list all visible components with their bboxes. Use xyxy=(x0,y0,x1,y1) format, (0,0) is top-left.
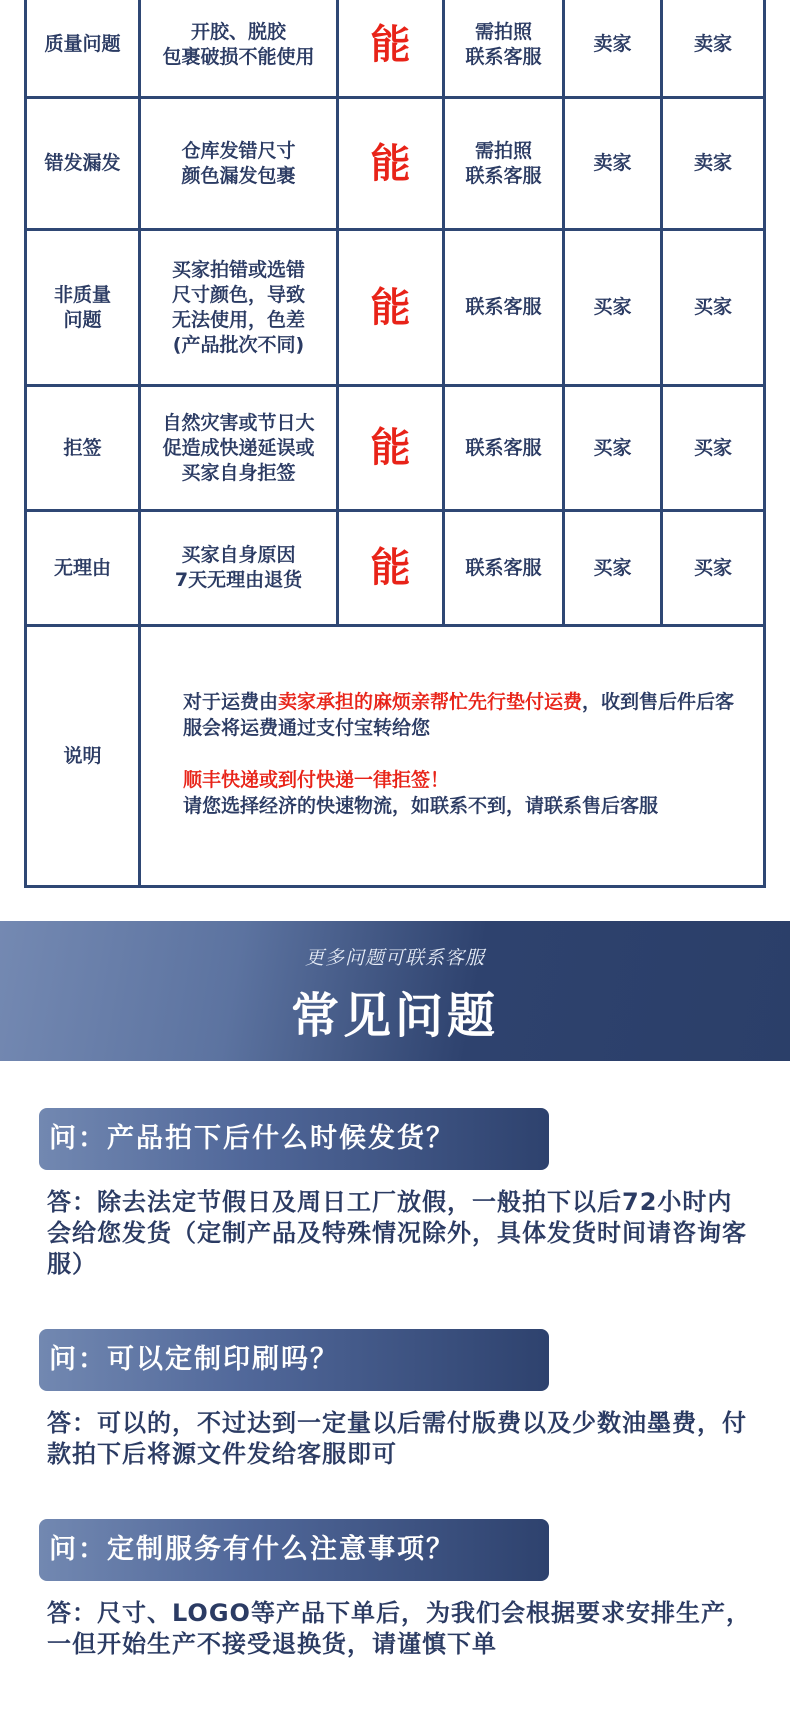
note-paragraph-shipping: 对于运费由卖家承担的麻烦亲帮忙先行垫付运费，收到售后件后客服会将运费通过支付宝转给您 xyxy=(183,691,735,739)
returnable-cell: 能 xyxy=(339,0,445,96)
description-cell: 仓库发错尺寸 颜色漏发包裹 xyxy=(141,99,339,228)
table-row xyxy=(27,512,763,627)
reason-cell: 非质量 问题 xyxy=(27,231,141,384)
table-row xyxy=(27,99,763,231)
faq-question: 问：定制服务有什么注意事项？ xyxy=(39,1519,549,1581)
action-cell: 联系客服 xyxy=(445,231,565,384)
table-row xyxy=(27,387,763,512)
description-cell: 买家拍错或选错 尺寸颜色，导致 无法使用，色差 (产品批次不同) xyxy=(141,231,339,384)
description-cell: 自然灾害或节日大 促造成快递延误或 买家自身拒签 xyxy=(141,387,339,509)
faq-banner xyxy=(0,921,790,1061)
payer-cell: 卖家 xyxy=(565,99,663,228)
return-policy-table xyxy=(24,0,766,888)
payer-cell: 卖家 xyxy=(565,0,663,96)
note-label: 说明 xyxy=(27,627,141,885)
reason-cell: 无理由 xyxy=(27,512,141,624)
table-note-row xyxy=(27,627,763,885)
banner-subtitle: 更多问题可联系客服 xyxy=(304,947,485,969)
returnable-cell: 能 xyxy=(339,387,445,509)
faq-answer: 答：除去法定节假日及周日工厂放假，一般拍下以后72小时内会给您发货（定制产品及特殊情况除外，具体发货时间请咨询客服） xyxy=(47,1188,747,1278)
description-cell: 买家自身原因 7天无理由退货 xyxy=(141,512,339,624)
action-cell: 联系客服 xyxy=(445,512,565,624)
note-text xyxy=(141,627,763,885)
faq-answer: 答：可以的，不过达到一定量以后需付版费以及少数油墨费，付款拍下后将源文件发给客服即可 xyxy=(47,1409,747,1468)
reason-cell: 质量问题 xyxy=(27,0,141,96)
payer-cell: 买家 xyxy=(693,296,732,318)
payer-cell: 买家 xyxy=(565,231,663,384)
description-cell: 开胶、脱胶 包裹破损不能使用 xyxy=(141,0,339,96)
payer-cell: 买家 xyxy=(565,387,663,509)
note-paragraph-refuse: 顺丰快递或到付快递一律拒签！ 请您选择经济的快速物流，如联系不到，请联系售后客服 xyxy=(183,769,659,817)
payer-cell: 卖家 xyxy=(693,33,732,55)
banner-title: 常见问题 xyxy=(290,988,499,1044)
table-row xyxy=(27,0,763,99)
returnable-cell: 能 xyxy=(339,512,445,624)
returnable-cell: 能 xyxy=(339,99,445,228)
action-cell: 需拍照 联系客服 xyxy=(445,0,565,96)
payer-cell: 卖家 xyxy=(693,152,732,174)
returnable-cell: 能 xyxy=(339,231,445,384)
action-cell: 需拍照 联系客服 xyxy=(445,99,565,228)
table-row xyxy=(27,231,763,387)
action-cell: 联系客服 xyxy=(445,387,565,509)
faq-question: 问：产品拍下后什么时候发货？ xyxy=(39,1108,549,1170)
faq-question: 问：可以定制印刷吗？ xyxy=(39,1329,549,1391)
payer-cell: 买家 xyxy=(693,556,732,579)
payer-cell: 买家 xyxy=(565,512,663,624)
payer-cell: 买家 xyxy=(693,436,732,459)
reason-cell: 错发漏发 xyxy=(27,99,141,228)
reason-cell: 拒签 xyxy=(27,387,141,509)
faq-answer: 答：尺寸、LOGO等产品下单后，为我们会根据要求安排生产，一但开始生产不接受退换货，请谨慎下单 xyxy=(47,1599,751,1658)
